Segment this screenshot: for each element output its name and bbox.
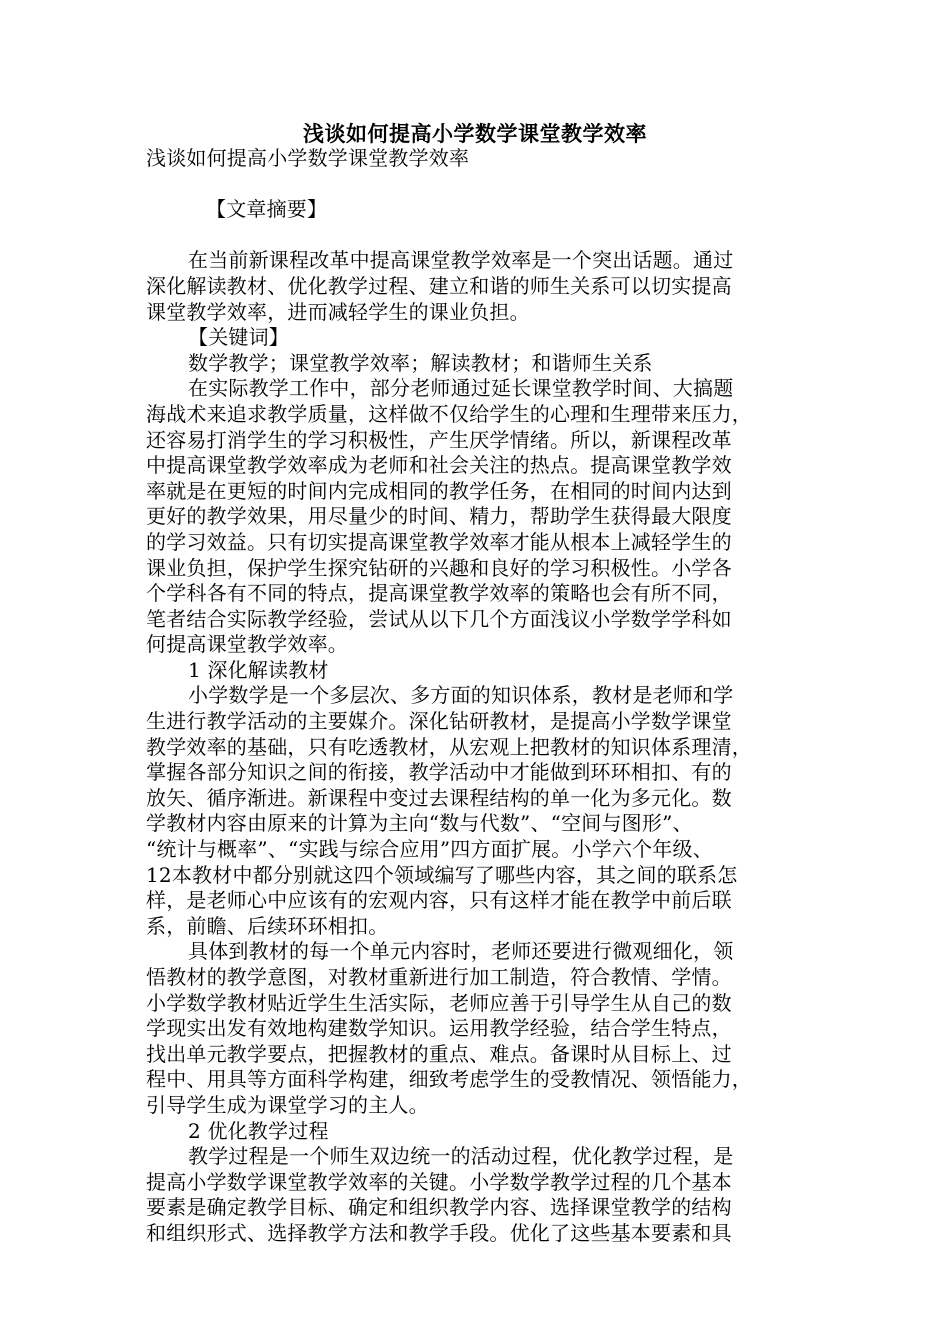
section-1-heading: 1 深化解读教材 — [188, 657, 329, 682]
section-1-line: 找出单元教学要点，把握教材的重点、难点。备课时从目标上、过 — [146, 1041, 732, 1066]
section-1-line: 放矢、循序渐进。新课程中变过去课程结构的单一化为多元化。数 — [146, 785, 732, 810]
section-1-line: 引导学生成为课堂学习的主人。 — [146, 1092, 429, 1117]
section-1-line: 学现实出发有效地构建数学知识。运用教学经验，结合学生特点， — [146, 1016, 732, 1041]
intro-line: 何提高课堂教学效率。 — [146, 632, 348, 657]
section-2-heading: 2 优化教学过程 — [188, 1118, 329, 1143]
document-title: 浅谈如何提高小学数学课堂教学效率 — [303, 121, 647, 146]
section-1-line: 悟教材的教学意图，对教材重新进行加工制造，符合教情、学情。 — [146, 965, 732, 989]
section-1-line: 12本教材中都分别就这四个领域编写了哪些内容，其之间的联系怎 — [146, 862, 738, 887]
spacer — [146, 172, 796, 198]
section-2-line: 教学过程是一个师生双边统一的活动过程，优化教学过程，是 — [188, 1144, 734, 1169]
section-1-line: 小学数学是一个多层次、多方面的知识体系，教材是老师和学 — [188, 683, 734, 708]
abstract-line: 课堂教学效率，进而减轻学生的课业负担。 — [146, 299, 530, 324]
intro-line: 中提高课堂教学效率成为老师和社会关注的热点。提高课堂教学效 — [146, 453, 732, 478]
intro-line: 率就是在更短的时间内完成相同的教学任务，在相同的时间内达到 — [146, 478, 732, 503]
intro-line: 笔者结合实际教学经验，尝试从以下几个方面浅议小学数学学科如 — [146, 606, 732, 631]
section-2-line: 和组织形式、选择教学方法和教学手段。优化了这些基本要素和具 — [146, 1220, 732, 1245]
section-2-line: 提高小学数学课堂教学效率的关键。小学数学教学过程的几个基本 — [146, 1169, 732, 1194]
intro-line: 在实际教学工作中，部分老师通过延长课堂教学时间、大搞题 — [188, 376, 734, 401]
keywords-text: 数学教学；课堂教学效率；解读教材；和谐师生关系 — [188, 350, 653, 375]
section-1-line: 具体到教材的每一个单元内容时，老师还要进行微观细化，领 — [188, 939, 734, 964]
section-1-line: “统计与概率”、“实践与综合应用”四方面扩展。小学六个年级、 — [146, 837, 713, 862]
intro-line: 海战术来追求教学质量，这样做不仅给学生的心理和生理带来压力， — [146, 401, 752, 426]
intro-line: 课业负担，保护学生探究钻研的兴趣和良好的学习积极性。小学各 — [146, 555, 732, 580]
abstract-line: 在当前新课程改革中提高课堂教学效率是一个突出话题。通过 — [188, 248, 734, 273]
abstract-heading: 【文章摘要】 — [206, 197, 328, 222]
intro-line: 更好的教学效果，用尽量少的时间、精力，帮助学生获得最大限度 — [146, 504, 732, 529]
section-1-line: 生进行教学活动的主要媒介。深化钻研教材，是提高小学数学课堂 — [146, 709, 732, 734]
document-body — [146, 146, 796, 1247]
section-1-line: 学教材内容由原来的计算为主向“数与代数”、“空间与图形”、 — [146, 811, 693, 836]
intro-line: 的学习效益。只有切实提高课堂教学效率才能从根本上减轻学生的 — [146, 529, 732, 554]
section-1-line: 样，是老师心中应该有的宏观内容，只有这样才能在教学中前后联 — [146, 888, 732, 913]
spacer — [146, 223, 796, 249]
section-1-line: 教学效率的基础，只有吃透教材，从宏观上把教材的知识体系理清， — [146, 734, 752, 759]
abstract-line: 深化解读教材、优化教学过程、建立和谐的师生关系可以切实提高 — [146, 273, 732, 298]
keywords-heading: 【关键词】 — [188, 325, 289, 350]
intro-line: 还容易打消学生的学习积极性，产生厌学情绪。所以，新课程改革 — [146, 427, 732, 452]
section-1-line: 小学数学教材贴近学生生活实际，老师应善于引导学生从自己的数 — [146, 990, 732, 1015]
section-1-line: 掌握各部分知识之间的衔接，教学活动中才能做到环环相扣、有的 — [146, 760, 732, 785]
intro-line: 个学科各有不同的特点，提高课堂教学效率的策略也会有所不同， — [146, 581, 732, 606]
section-1-line: 程中、用具等方面科学构建，细致考虑学生的受教情况、领悟能力， — [146, 1067, 752, 1092]
document-subtitle: 浅谈如何提高小学数学课堂教学效率 — [146, 146, 470, 170]
section-2-line: 要素是确定教学目标、确定和组织教学内容、选择课堂教学的结构 — [146, 1195, 732, 1220]
section-1-line: 系，前瞻、后续环环相扣。 — [146, 913, 389, 938]
